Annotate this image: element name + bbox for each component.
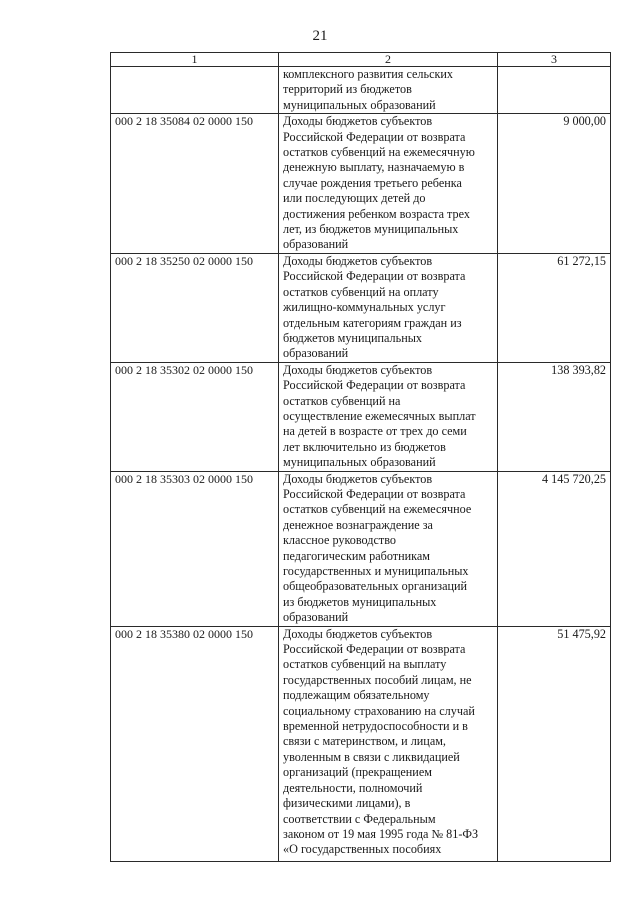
description-line: деятельности, полномочий [283, 780, 423, 795]
income-amount: 4 145 720,25 [498, 471, 611, 626]
description-line: денежное вознаграждение за [283, 517, 433, 532]
description-line: остатков субвенций на ежемесячную [283, 145, 475, 160]
description-line: государственных и муниципальных [283, 564, 469, 578]
table-row [111, 253, 611, 362]
income-description [279, 626, 498, 861]
description-line: на детей в возрасте от трех до семи [283, 424, 467, 439]
description-line: классное руководство [283, 533, 396, 548]
description-line: случае рождения третьего ребенка [283, 175, 462, 190]
description-line: осуществление ежемесячных выплат [283, 408, 476, 423]
description-line: образований [283, 237, 349, 252]
description-line: Российской Федерации от возврата [283, 269, 466, 284]
description-line: Российской Федерации от возврата [283, 486, 466, 501]
description-line: образований [283, 610, 349, 625]
description-line: «О государственных пособиях [283, 842, 442, 857]
income-description [279, 471, 498, 626]
table-header-row [111, 53, 611, 67]
description-line: лет включительно из бюджетов [283, 439, 446, 454]
description-line: Доходы бюджетов субъектов [283, 362, 433, 377]
description-line: жилищно-коммунальных услуг [283, 300, 446, 315]
description-line: педагогическим работникам [283, 548, 431, 563]
description-line: общеобразовательных организаций [283, 579, 468, 594]
income-code: 000 2 18 35250 02 0000 150 [111, 253, 279, 362]
table-row-continuation [111, 67, 611, 114]
description-line: физическими лицами), в [283, 796, 411, 811]
description-line: Доходы бюджетов субъектов [283, 626, 433, 641]
income-amount [498, 67, 611, 114]
table-row [111, 626, 611, 861]
description-line: лет, из бюджетов муниципальных [283, 222, 459, 237]
income-amount: 51 475,92 [498, 626, 611, 861]
description-line: или последующих детей до [283, 191, 426, 206]
description-line: Доходы бюджетов субъектов [283, 471, 433, 486]
description-line: уволенным в связи с ликвидацией [283, 749, 460, 764]
description-line: государственных пособий лицам, не [283, 672, 472, 687]
page-number: 21 [312, 28, 328, 44]
description-line: остатков субвенций на оплату [283, 284, 439, 299]
description-line: остатков субвенций на ежемесячное [283, 502, 472, 517]
column-header-code: 1 [111, 53, 279, 67]
income-code: 000 2 18 35302 02 0000 150 [111, 362, 279, 471]
description-line: подлежащим обязательному [283, 688, 430, 703]
income-code: 000 2 18 35380 02 0000 150 [111, 626, 279, 861]
description-line: денежную выплату, назначаемую в [283, 160, 465, 175]
description-line: Российской Федерации от возврата [283, 642, 466, 657]
description-line: комплексного развития сельских [283, 67, 454, 81]
income-code [111, 67, 279, 114]
description-line: образований [283, 346, 349, 361]
income-description [279, 253, 498, 362]
description-line: муниципальных образований [283, 455, 436, 470]
description-line: связи с материнством, и лицам, [283, 734, 446, 749]
table-row [111, 114, 611, 254]
budget-income-table [110, 52, 611, 862]
income-code: 000 2 18 35303 02 0000 150 [111, 471, 279, 626]
description-line: соответствии с Федеральным [283, 811, 436, 826]
column-header-description: 2 [279, 53, 498, 67]
income-description [279, 67, 498, 114]
description-line: организаций (прекращением [283, 765, 432, 780]
column-header-amount: 3 [498, 53, 611, 67]
table-row [111, 471, 611, 626]
description-line: муниципальных образований [283, 97, 436, 112]
description-line: временной нетрудоспособности и в [283, 719, 468, 734]
description-line: остатков субвенций на выплату [283, 657, 447, 672]
description-line: социальному страхованию на случай [283, 703, 475, 718]
description-line: территорий из бюджетов [283, 82, 412, 97]
description-line: Доходы бюджетов субъектов [283, 114, 433, 129]
description-line: бюджетов муниципальных [283, 330, 422, 345]
income-amount: 61 272,15 [498, 253, 611, 362]
description-line: Доходы бюджетов субъектов [283, 253, 433, 268]
table-row [111, 362, 611, 471]
income-description [279, 114, 498, 254]
description-line: законом от 19 мая 1995 года № 81-ФЗ [283, 826, 479, 841]
income-description [279, 362, 498, 471]
description-line: отдельным категориям граждан из [283, 315, 462, 330]
income-amount: 9 000,00 [498, 114, 611, 254]
description-line: из бюджетов муниципальных [283, 594, 437, 609]
income-amount: 138 393,82 [498, 362, 611, 471]
description-line: достижения ребенком возраста трех [283, 206, 470, 221]
description-line: остатков субвенций на [283, 393, 401, 408]
income-code: 000 2 18 35084 02 0000 150 [111, 114, 279, 254]
description-line: Российской Федерации от возврата [283, 378, 466, 393]
description-line: Российской Федерации от возврата [283, 129, 466, 144]
